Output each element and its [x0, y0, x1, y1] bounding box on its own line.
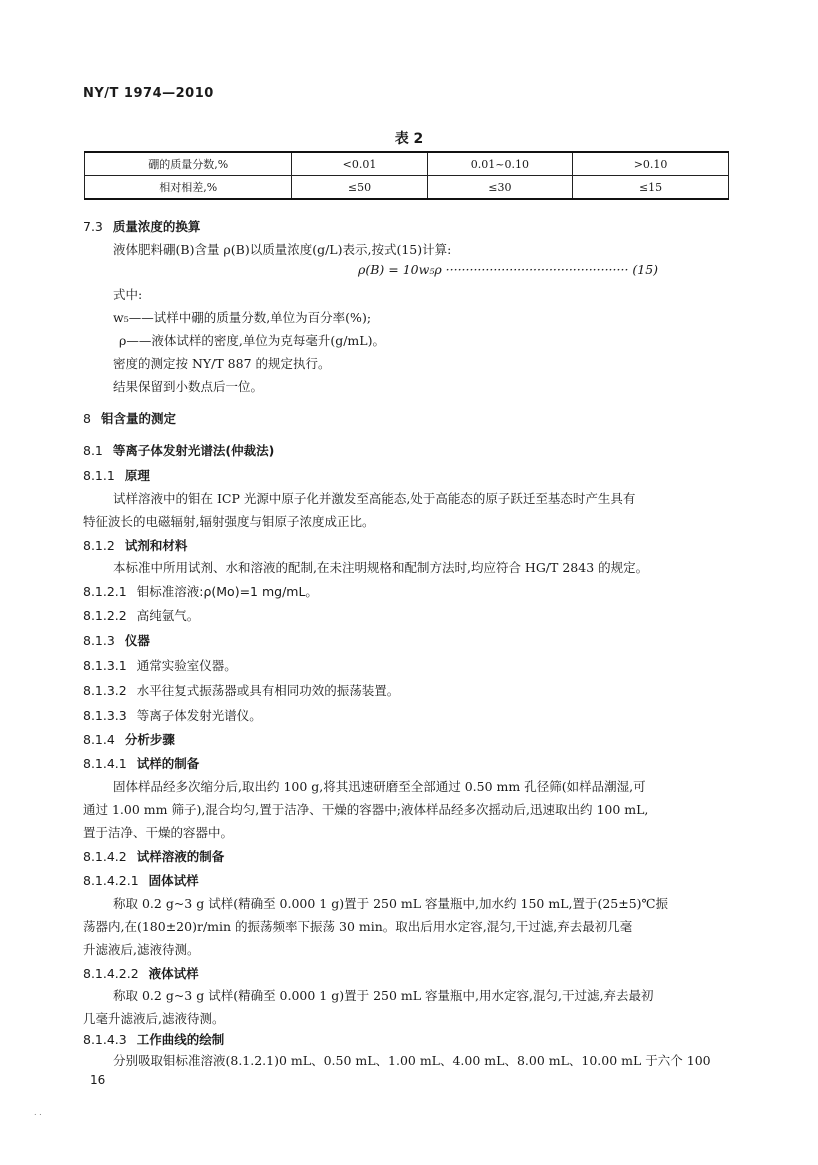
- paragraph-line: 本标准中所用试剂、水和溶液的配制,在未注明规格和配制方法时,均应符合 HG/T 2843 的规定。: [113, 560, 649, 575]
- section-title: 试剂和材料: [124, 538, 188, 553]
- formula-15: ρ(B) = 10w₅ρ ·············································· (15): [358, 262, 659, 277]
- paragraph: 密度的测定按 NY/T 887 的规定执行。: [113, 356, 331, 371]
- page-number: 16: [90, 1073, 106, 1087]
- clause-number: 8.1.2.1: [83, 584, 127, 599]
- section-8-1-4-2-1-heading: [83, 871, 199, 889]
- clause-8-1-3-2: [83, 681, 399, 699]
- section-8-1-4-2-heading: [83, 847, 224, 865]
- section-number: 8: [83, 411, 91, 426]
- table-2: [84, 151, 729, 200]
- section-8-1-4-heading: [83, 730, 175, 748]
- paragraph-line: 固体样品经多次缩分后,取出约 100 g,将其迅速研磨至全部通过 0.50 mm 孔径筛(如样品潮湿,可: [113, 779, 646, 794]
- clause-text: 高纯氩气。: [136, 608, 200, 623]
- clause-text: 通常实验室仪器。: [136, 658, 237, 673]
- paragraph-line: 荡器内,在(180±20)r/min 的振荡频率下振荡 30 min。取出后用水定容,混匀,干过滤,弃去最初几毫: [83, 919, 633, 934]
- paragraph-line: 分别吸取钼标准溶液(8.1.2.1)0 mL、0.50 mL、1.00 mL、4.00 mL、8.00 mL、10.00 mL 于六个 100: [113, 1053, 711, 1068]
- section-8-1-4-1-heading: [83, 754, 199, 772]
- section-number: 8.1.1: [83, 468, 115, 483]
- section-number: 8.1.4.2.2: [83, 966, 139, 981]
- paragraph-line: 称取 0.2 g~3 g 试样(精确至 0.000 1 g)置于 250 mL 容量瓶中,加水约 150 mL,置于(25±5)℃振: [113, 896, 669, 911]
- variable-definition: w₅——试样中硼的质量分数,单位为百分率(%);: [113, 310, 372, 325]
- section-title: 固体试样: [148, 873, 199, 888]
- paragraph-line: 升滤液后,滤液待测。: [83, 942, 200, 957]
- section-title: 试样的制备: [136, 756, 200, 771]
- paragraph-line: 置于洁净、干燥的容器中。: [83, 825, 234, 840]
- paragraph-line: 称取 0.2 g~3 g 试样(精确至 0.000 1 g)置于 250 mL 容量瓶中,用水定容,混匀,干过滤,弃去最初: [113, 988, 654, 1003]
- table-cell: ≤30: [427, 176, 573, 200]
- clause-text: 等离子体发射光谱仪。: [136, 708, 262, 723]
- section-8-1-4-2-2-heading: [83, 964, 199, 982]
- paragraph-line: 几毫升滤液后,滤液待测。: [83, 1011, 225, 1026]
- paragraph-line: 通过 1.00 mm 筛子),混合均匀,置于洁净、干燥的容器中;液体样品经多次摇动后,迅速取出约 100 mL,: [83, 802, 649, 817]
- section-number: 8.1.4: [83, 732, 115, 747]
- section-8-1-4-3-heading: [83, 1030, 224, 1048]
- section-number: 8.1.3: [83, 633, 115, 648]
- standard-number: NY/T 1974—2010: [83, 86, 214, 101]
- section-title: 液体试样: [148, 966, 199, 981]
- section-number: 8.1.2: [83, 538, 115, 553]
- section-title: 分析步骤: [124, 732, 175, 747]
- section-title: 原理: [124, 468, 150, 483]
- section-title: 钼含量的测定: [100, 411, 176, 426]
- table-cell: 相对相差,%: [85, 176, 292, 200]
- section-8-1-3-heading: [83, 631, 150, 649]
- section-8-heading: [83, 409, 176, 427]
- clause-number: 8.1.3.1: [83, 658, 127, 673]
- section-number: 8.1.4.2: [83, 849, 127, 864]
- table-cell: >0.10: [573, 152, 729, 176]
- table-cell: ≤50: [292, 176, 427, 200]
- table-caption: 表 2: [394, 131, 424, 147]
- section-8-1-1-heading: [83, 466, 150, 484]
- paragraph: 液体肥料硼(B)含量 ρ(B)以质量浓度(g/L)表示,按式(15)计算:: [113, 242, 452, 257]
- clause-text: 钼标准溶液:ρ(Mo)=1 mg/mL。: [136, 584, 318, 599]
- section-title: 试样溶液的制备: [136, 849, 225, 864]
- variable-definition: ρ——液体试样的密度,单位为克每毫升(g/mL)。: [119, 333, 385, 348]
- paragraph-line: 特征波长的电磁辐射,辐射强度与钼原子浓度成正比。: [83, 514, 375, 529]
- paragraph: 结果保留到小数点后一位。: [113, 379, 264, 394]
- section-title: 仪器: [124, 633, 150, 648]
- section-number: 8.1.4.1: [83, 756, 127, 771]
- section-title: 工作曲线的绘制: [136, 1032, 225, 1047]
- table-row: [85, 152, 729, 176]
- section-8-1-2-heading: [83, 536, 187, 554]
- table-row: [85, 176, 729, 200]
- section-number: 8.1.4.3: [83, 1032, 127, 1047]
- clause-8-1-3-1: [83, 656, 237, 674]
- section-title: 质量浓度的换算: [112, 219, 201, 234]
- table-cell: 0.01~0.10: [427, 152, 573, 176]
- section-number: 7.3: [83, 219, 103, 234]
- section-7-3-heading: [83, 217, 200, 235]
- paragraph-line: 试样溶液中的钼在 ICP 光源中原子化并激发至高能态,处于高能态的原子跃迁至基态时产生具有: [113, 491, 636, 506]
- clause-text: 水平往复式振荡器或具有相同功效的振荡装置。: [136, 683, 400, 698]
- paragraph: 式中:: [113, 287, 143, 302]
- clause-number: 8.1.2.2: [83, 608, 127, 623]
- table-cell: 硼的质量分数,%: [85, 152, 292, 176]
- clause-number: 8.1.3.2: [83, 683, 127, 698]
- clause-number: 8.1.3.3: [83, 708, 127, 723]
- clause-8-1-2-1: [83, 582, 318, 600]
- clause-8-1-2-2: [83, 606, 199, 624]
- table-cell: <0.01: [292, 152, 427, 176]
- section-number: 8.1.4.2.1: [83, 873, 139, 888]
- clause-8-1-3-3: [83, 706, 262, 724]
- scan-mark: . .: [34, 1108, 42, 1117]
- section-title: 等离子体发射光谱法(仲裁法): [112, 443, 275, 458]
- table-cell: ≤15: [573, 176, 729, 200]
- section-8-1-heading: [83, 441, 274, 459]
- section-number: 8.1: [83, 443, 103, 458]
